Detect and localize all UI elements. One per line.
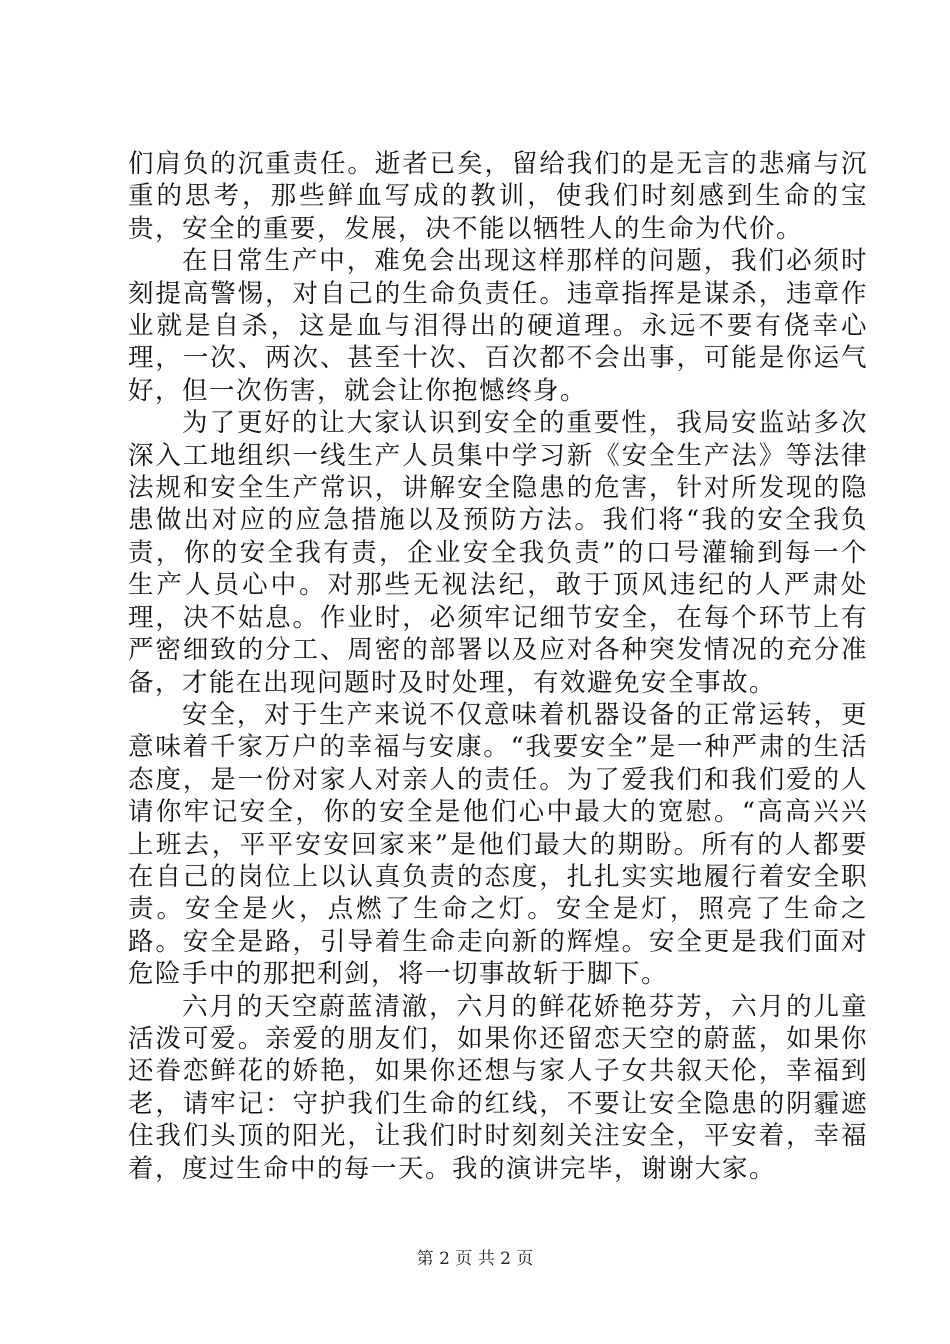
paragraph-5: 六月的天空蔚蓝清澈，六月的鲜花娇艳芬芳，六月的儿童活泼可爱。亲爱的朋友们，如果你还留恋天空的蔚蓝，如果你还眷恋鲜花的娇艳，如果你还想与家人子女共叙天伦，幸福到老，请牢记：守护我们生命的红线，不要让安全隐患的阴霾遮住我们头顶的阳光，让我们时时刻刻关注安全，平安着，幸福着，度过生命中的每一天。我的演讲完毕，谢谢大家。 <box>128 991 868 1184</box>
paragraph-2: 在日常生产中，难免会出现这样那样的问题，我们必须时刻提高警惕，对自己的生命负责任。违章指挥是谋杀，违章作业就是自杀，这是血与泪得出的硬道理。永远不要有侥幸心理，一次、两次、甚至十次、百次都不会出事，可能是你运气好，但一次伤害，就会让你抱憾终身。 <box>128 246 868 406</box>
paragraph-1: 们肩负的沉重责任。逝者已矣，留给我们的是无言的悲痛与沉重的思考，那些鲜血写成的教训，使我们时刻感到生命的宝贵，安全的重要，发展，决不能以牺牲人的生命为代价。 <box>128 149 868 244</box>
paragraph-3: 为了更好的让大家认识到安全的重要性，我局安监站多次深入工地组织一线生产人员集中学习新《安全生产法》等法律法规和安全生产常识，讲解安全隐患的危害，针对所发现的隐患做出对应的应急措施以及预防方法。我们将“我的安全我负责，你的安全我有责，企业安全我负责”的口号灌输到每一个生产人员心中。对那些无视法纪，敢于顶风违纪的人严肃处理，决不姑息。作业时，必须牢记细节安全，在每个环节上有严密细致的分工、周密的部署以及应对各种突发情况的充分准备，才能在出现问题时及时处理，有效避免安全事故。 <box>128 408 868 698</box>
document-body <box>128 148 868 1185</box>
paragraph-4: 安全，对于生产来说不仅意味着机器设备的正常运转，更意味着千家万户的幸福与安康。“我要安全”是一种严肃的生活态度，是一份对家人对亲人的责任。为了爱我们和我们爱的人请你牢记安全，你的安全是他们心中最大的宽慰。“高高兴兴上班去，平平安安回家来”是他们最大的期盼。所有的人都要在自己的岗位上以认真负责的态度，扎扎实实地履行着安全职责。安全是火，点燃了生命之灯。安全是灯，照亮了生命之路。安全是路，引导着生命走向新的辉煌。安全更是我们面对危险手中的那把利剑，将一切事故斩于脚下。 <box>128 699 868 990</box>
page-footer: 第 2 页 共 2 页 <box>416 1249 534 1269</box>
